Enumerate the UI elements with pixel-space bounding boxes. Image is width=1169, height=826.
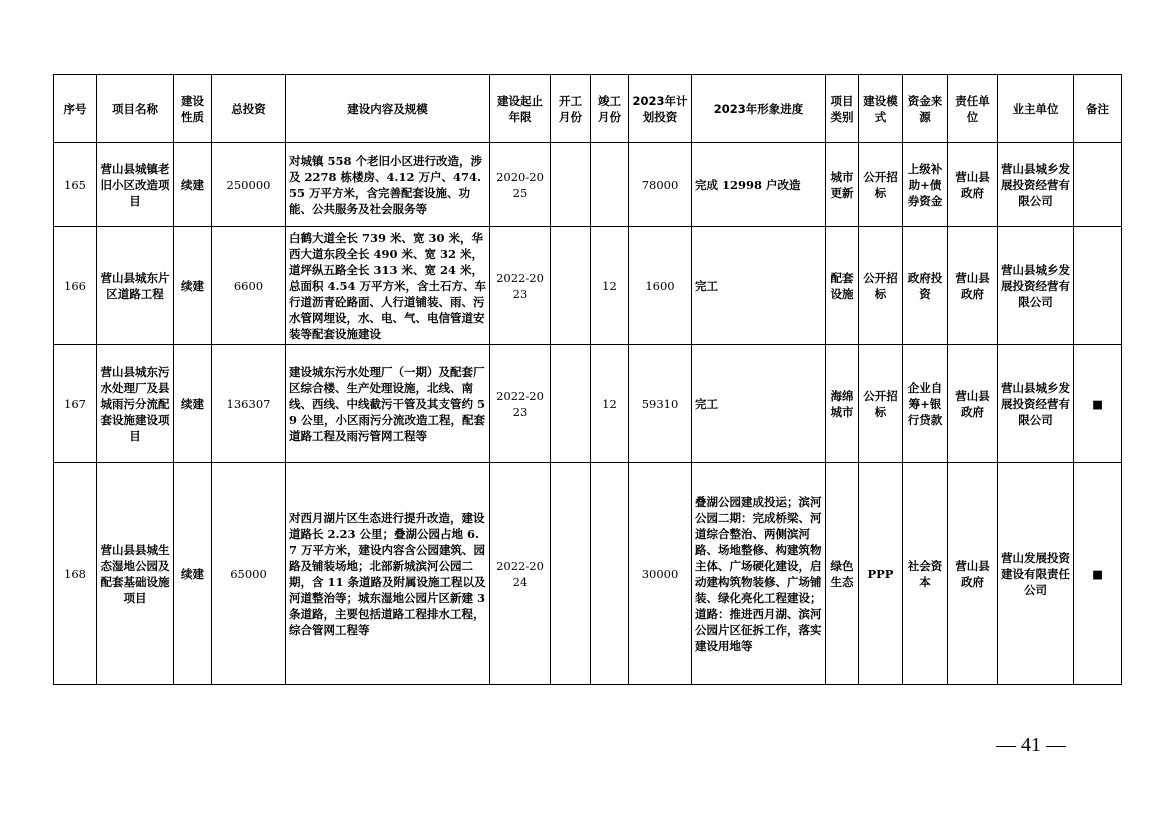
- cell-finish: [591, 463, 629, 685]
- cell-nature: 续建: [174, 143, 212, 227]
- cell-finish: 12: [591, 345, 629, 463]
- project-table: [53, 74, 1122, 685]
- cell-nature: 续建: [174, 345, 212, 463]
- cell-fund: 社会资本: [903, 463, 948, 685]
- cell-period: 2022-2023: [490, 227, 551, 345]
- cell-plan2023: 78000: [629, 143, 692, 227]
- cell-start: [551, 143, 591, 227]
- cell-mode: 公开招标: [859, 227, 903, 345]
- cell-total: 136307: [212, 345, 286, 463]
- cell-total: 250000: [212, 143, 286, 227]
- cell-fund: 政府投资: [903, 227, 948, 345]
- cell-mode: 公开招标: [859, 143, 903, 227]
- cell-owner: 营山发展投资建设有限责任公司: [998, 463, 1074, 685]
- cell-mode: PPP: [859, 463, 903, 685]
- header-cell: 备注: [1074, 75, 1122, 143]
- table-row: [54, 463, 1122, 685]
- cell-start: [551, 227, 591, 345]
- cell-finish: 12: [591, 227, 629, 345]
- cell-resp: 营山县政府: [948, 143, 998, 227]
- header-cell: 资金来源: [903, 75, 948, 143]
- cell-category: 配套设施: [826, 227, 859, 345]
- header-cell: 项目类别: [826, 75, 859, 143]
- cell-remark: ■: [1074, 345, 1122, 463]
- cell-category: 城市更新: [826, 143, 859, 227]
- header-cell: 2023年计划投资: [629, 75, 692, 143]
- cell-total: 6600: [212, 227, 286, 345]
- cell-start: [551, 463, 591, 685]
- cell-name: 营山县城东污水处理厂及县城雨污分流配套设施建设项目: [97, 345, 174, 463]
- header-cell: 业主单位: [998, 75, 1074, 143]
- cell-no: 166: [54, 227, 97, 345]
- cell-no: 167: [54, 345, 97, 463]
- cell-nature: 续建: [174, 463, 212, 685]
- header-cell: 项目名称: [97, 75, 174, 143]
- cell-start: [551, 345, 591, 463]
- cell-no: 168: [54, 463, 97, 685]
- cell-content: 对城镇 558 个老旧小区进行改造，涉及 2278 栋楼房、4.12 万户、474.55 万平方米，含完善配套设施、功能、公共服务及社会服务等: [286, 143, 490, 227]
- header-cell: 竣工月份: [591, 75, 629, 143]
- cell-progress: 完成 12998 户改造: [692, 143, 826, 227]
- cell-content: 白鹤大道全长 739 米、宽 30 米，华西大道东段全长 490 米、宽 32 米，道坪纵五路全长 313 米、宽 24 米，总面积 4.54 万平方米，含土石方、车行道沥青砼路面、人行道铺装、雨、污水管网埋设，水、电、气、电信管道安装等配套设施建设: [286, 227, 490, 345]
- cell-fund: 上级补助+债券资金: [903, 143, 948, 227]
- cell-remark: [1074, 227, 1122, 345]
- cell-fund: 企业自筹+银行贷款: [903, 345, 948, 463]
- table-row: [54, 345, 1122, 463]
- cell-name: 营山县城镇老旧小区改造项目: [97, 143, 174, 227]
- cell-plan2023: 1600: [629, 227, 692, 345]
- cell-name: 营山县县城生态湿地公园及配套基础设施项目: [97, 463, 174, 685]
- page-number: — 41 —: [996, 734, 1066, 756]
- table-row: [54, 143, 1122, 227]
- cell-content: 对西月湖片区生态进行提升改造，建设道路长 2.23 公里；叠湖公园占地 6.7 万平方米，建设内容含公园建筑、园路及铺装场地；北部新城滨河公园二期，含 11 条道路及附属设施工程以及河道整治等；城东湿地公园片区新建 3 条道路，主要包括道路工程排水工程，综合管网工程等: [286, 463, 490, 685]
- cell-remark: [1074, 143, 1122, 227]
- cell-resp: 营山县政府: [948, 345, 998, 463]
- cell-plan2023: 59310: [629, 345, 692, 463]
- cell-owner: 营山县城乡发展投资经营有限公司: [998, 143, 1074, 227]
- cell-period: 2022-2023: [490, 345, 551, 463]
- cell-period: 2020-2025: [490, 143, 551, 227]
- header-cell: 建设性质: [174, 75, 212, 143]
- header-cell: 开工月份: [551, 75, 591, 143]
- cell-mode: 公开招标: [859, 345, 903, 463]
- cell-progress: 完工: [692, 345, 826, 463]
- header-cell: 建设模式: [859, 75, 903, 143]
- cell-plan2023: 30000: [629, 463, 692, 685]
- cell-progress: 完工: [692, 227, 826, 345]
- cell-category: 海绵城市: [826, 345, 859, 463]
- header-cell: 总投资: [212, 75, 286, 143]
- cell-no: 165: [54, 143, 97, 227]
- cell-total: 65000: [212, 463, 286, 685]
- cell-category: 绿色生态: [826, 463, 859, 685]
- header-cell: 2023年形象进度: [692, 75, 826, 143]
- cell-name: 营山县城东片区道路工程: [97, 227, 174, 345]
- header-cell: 责任单位: [948, 75, 998, 143]
- header-cell: 序号: [54, 75, 97, 143]
- cell-progress: 叠湖公园建成投运；滨河公园二期：完成桥梁、河道综合整治、两侧滨河路、场地整修、构建筑物主体、广场硬化建设，启动建构筑物装修、广场铺装、绿化亮化工程建设；道路：推进西月湖、滨河公园片区征拆工作，落实建设用地等: [692, 463, 826, 685]
- cell-owner: 营山县城乡发展投资经营有限公司: [998, 227, 1074, 345]
- cell-period: 2022-2024: [490, 463, 551, 685]
- header-cell: 建设起止年限: [490, 75, 551, 143]
- cell-remark: ■: [1074, 463, 1122, 685]
- cell-resp: 营山县政府: [948, 227, 998, 345]
- header-row: [54, 75, 1122, 143]
- cell-owner: 营山县城乡发展投资经营有限公司: [998, 345, 1074, 463]
- cell-content: 建设城东污水处理厂（一期）及配套厂区综合楼、生产处理设施，北线、南线、西线、中线截污干管及其支管约 59 公里，小区雨污分流改造工程，配套道路工程及雨污管网工程等: [286, 345, 490, 463]
- cell-resp: 营山县政府: [948, 463, 998, 685]
- table-row: [54, 227, 1122, 345]
- cell-nature: 续建: [174, 227, 212, 345]
- header-cell: 建设内容及规模: [286, 75, 490, 143]
- cell-finish: [591, 143, 629, 227]
